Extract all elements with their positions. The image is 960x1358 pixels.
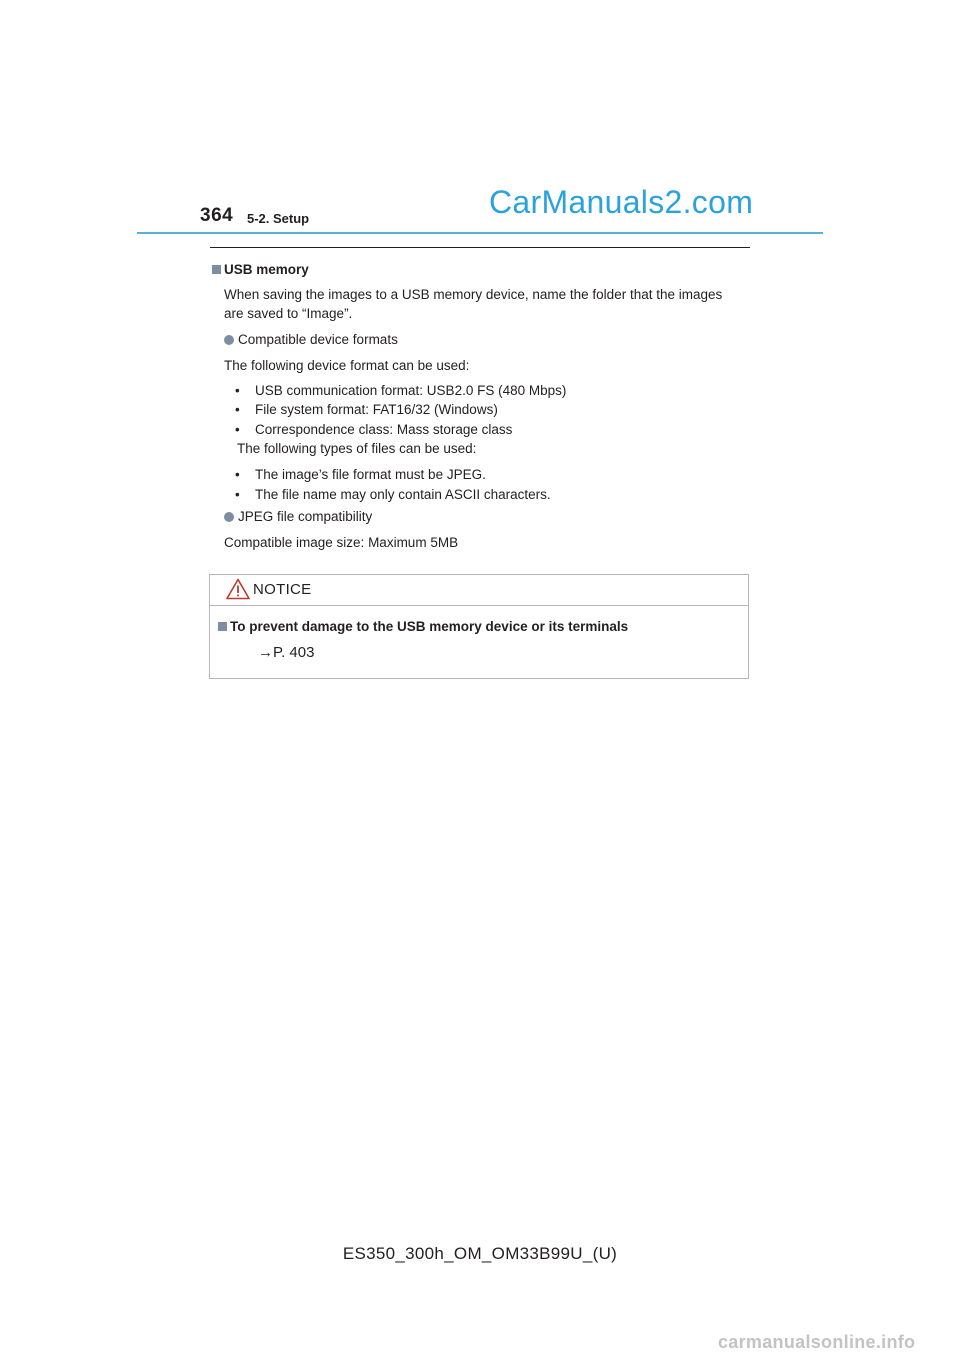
- middle-dot-icon: •: [235, 402, 240, 417]
- formats-heading-text: Compatible device formats: [238, 332, 398, 347]
- middle-dot-icon: •: [235, 487, 240, 502]
- middle-dot-icon: •: [235, 422, 240, 437]
- watermark-logo: CarManuals2.com: [489, 184, 754, 220]
- jpeg-heading: [224, 508, 372, 526]
- list-item-text: File system format: FAT16/32 (Windows): [255, 402, 498, 417]
- square-bullet-icon: [218, 622, 227, 631]
- circle-bullet-icon: [224, 512, 234, 522]
- list-item-text: The file name may only contain ASCII characters.: [255, 487, 551, 502]
- list-item: [235, 401, 498, 419]
- usb-paragraph-line-1: When saving the images to a USB memory device, name the folder that the images: [224, 287, 723, 302]
- page-number: 364: [200, 205, 234, 226]
- notice-header: [210, 575, 748, 606]
- notice-title: NOTICE: [253, 581, 312, 598]
- formats-heading: [224, 331, 398, 349]
- square-bullet-icon: [212, 265, 221, 274]
- page-reference-link[interactable]: →P. 403: [258, 644, 315, 661]
- list-item-text: The image’s file format must be JPEG.: [255, 467, 486, 482]
- warning-triangle-icon: [226, 578, 250, 600]
- circle-bullet-icon: [224, 335, 234, 345]
- list-item: [235, 421, 512, 439]
- usb-memory-heading: [212, 261, 309, 279]
- notice-subheading-text: To prevent damage to the USB memory device or its terminals: [230, 619, 629, 634]
- files-intro: The following types of files can be used:: [237, 441, 477, 456]
- footer-code: ES350_300h_OM_OM33B99U_(U): [342, 1244, 618, 1263]
- jpeg-size-text: Compatible image size: Maximum 5MB: [224, 535, 459, 550]
- header-rule: [137, 232, 823, 234]
- usb-memory-heading-text: USB memory: [224, 262, 309, 277]
- section-title: 5-2. Setup: [247, 211, 310, 226]
- list-item-text: Correspondence class: Mass storage class: [255, 422, 513, 437]
- list-item: [235, 382, 566, 400]
- list-item: [235, 466, 486, 484]
- middle-dot-icon: •: [235, 383, 240, 398]
- content-rule: [210, 247, 750, 248]
- list-item-text: USB communication format: USB2.0 FS (480 Mbps): [255, 383, 567, 398]
- list-item: [235, 486, 551, 504]
- middle-dot-icon: •: [235, 467, 240, 482]
- jpeg-heading-text: JPEG file compatibility: [238, 509, 373, 524]
- notice-subheading: [218, 619, 628, 634]
- formats-intro: The following device format can be used:: [224, 358, 470, 373]
- usb-paragraph-line-2: are saved to “Image”.: [224, 306, 353, 321]
- footer-watermark: carmanualsonline.info: [718, 1332, 916, 1352]
- notice-box: [209, 574, 749, 679]
